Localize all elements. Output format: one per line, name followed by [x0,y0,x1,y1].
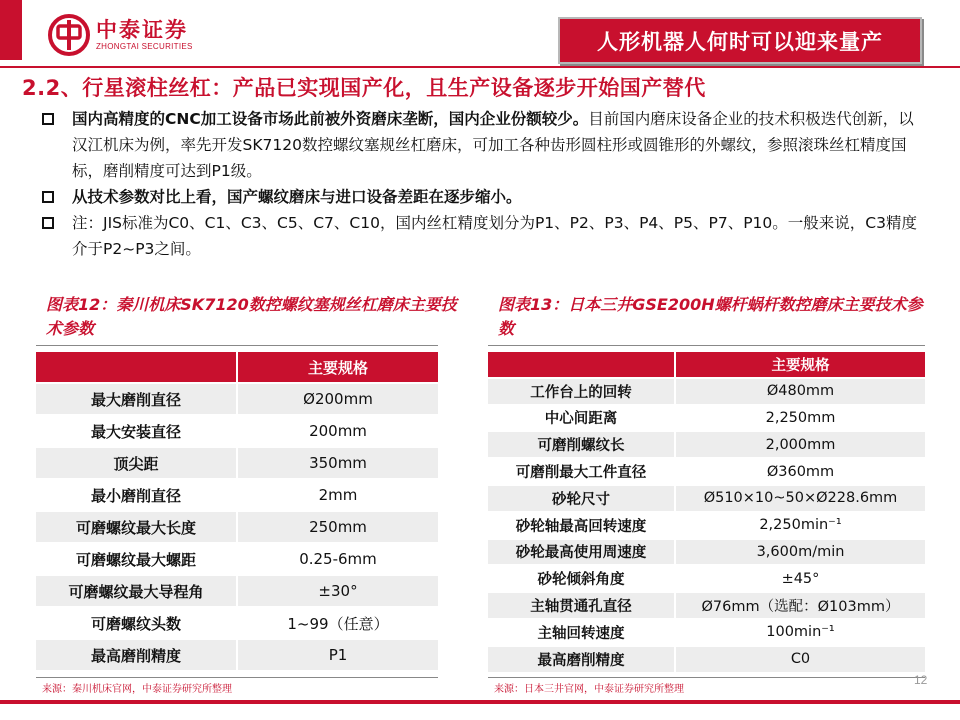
company-logo [48,14,193,56]
spec-name-cell: 最高磨削精度 [488,647,676,674]
table-row [488,379,925,406]
table1-spec-table [36,352,438,672]
table-row [36,384,438,416]
table-row [488,513,925,540]
spec-value-cell: Ø480mm [676,379,925,406]
checkbox-bullet-icon [42,217,54,229]
spec-value-cell: Ø200mm [238,384,438,416]
table2-spec-table [488,352,925,674]
table2-body [488,379,925,674]
bullet-3-text: 注：JIS标准为C0、C1、C3、C5、C7、C10，国内丝杠精度划分为P1、P2、P3、P4、P5、P7、P10。一般来说，C3精度介于P2~P3之间。 [72,214,917,258]
spec-value-cell: ±30° [238,576,438,608]
spec-value-cell: Ø76mm（选配：Ø103mm） [676,593,925,620]
spec-name-cell: 可磨螺纹头数 [36,608,238,640]
spec-name-cell: 最高磨削精度 [36,640,238,672]
spec-name-cell: 中心间距离 [488,406,676,433]
spec-name-cell: 主轴贯通孔直径 [488,593,676,620]
spec-value-cell: 3,600m/min [676,540,925,567]
table-row [36,608,438,640]
table-row [488,540,925,567]
page-number: 12 [914,673,928,687]
table-header: 主要规格 [238,352,438,384]
bullet-item [40,184,920,210]
table-row [36,544,438,576]
checkbox-bullet-icon [42,113,54,125]
spec-name-cell: 工作台上的回转 [488,379,676,406]
table-row [488,647,925,674]
left-accent-bar [0,0,22,60]
table-row [488,406,925,433]
table1-caption: 图表12：秦川机床SK7120数控螺纹塞规丝杠磨床主要技术参数 [46,295,457,338]
table-row [36,576,438,608]
spec-name-cell: 最大安装直径 [36,416,238,448]
table-row [488,459,925,486]
bullet-item [40,210,920,262]
spec-value-cell: 2,250mm [676,406,925,433]
spec-name-cell: 可磨螺纹最大螺距 [36,544,238,576]
table-row [488,566,925,593]
table-row [36,480,438,512]
table-row [36,640,438,672]
table1-body [36,384,438,672]
logo-english-name: ZHONGTAI SECURITIES [96,42,193,51]
spec-value-cell: 200mm [238,416,438,448]
spec-name-cell: 主轴回转速度 [488,620,676,647]
logo-chinese-name: 中泰证券 [96,18,188,42]
zhongtai-logo-icon [48,14,90,56]
spec-name-cell: 可磨削最大工件直径 [488,459,676,486]
checkbox-bullet-icon [42,191,54,203]
table-row [488,432,925,459]
table-header-blank [36,352,238,384]
spec-name-cell: 可磨螺纹最大导程角 [36,576,238,608]
report-title: 人形机器人何时可以迎来量产 [558,17,922,64]
spec-value-cell: 2,250min⁻¹ [676,513,925,540]
spec-value-cell: P1 [238,640,438,672]
spec-value-cell: 1~99（任意） [238,608,438,640]
table1-source: 来源：秦川机床官网，中泰证券研究所整理 [42,684,232,695]
bullet-list [40,106,920,262]
bullet-2-bold: 从技术参数对比上看，国产螺纹磨床与进口设备差距在逐步缩小。 [72,188,522,206]
caption-divider [36,345,438,346]
table2-source: 来源：日本三井官网，中泰证券研究所整理 [494,684,684,695]
spec-value-cell: Ø360mm [676,459,925,486]
table-row [36,448,438,480]
spec-name-cell: 最大磨削直径 [36,384,238,416]
spec-value-cell: 100min⁻¹ [676,620,925,647]
spec-value-cell: ±45° [676,566,925,593]
spec-value-cell: Ø510×10~50×Ø228.6mm [676,486,925,513]
spec-value-cell: 2,000mm [676,432,925,459]
source-divider [36,677,438,678]
bullet-1-bold: 国内高精度的CNC加工设备市场此前被外资磨床垄断，国内企业份额较少。 [72,110,589,128]
table-row [488,620,925,647]
table-row [488,486,925,513]
spec-name-cell: 砂轮尺寸 [488,486,676,513]
spec-value-cell: 0.25-6mm [238,544,438,576]
spec-value-cell: 250mm [238,512,438,544]
header-divider [0,66,960,68]
source-divider [488,677,925,678]
bottom-accent-bar [0,700,960,704]
spec-value-cell: 350mm [238,448,438,480]
table-row [36,416,438,448]
table-header-blank [488,352,676,379]
section-title: 2.2、行星滚柱丝杠：产品已实现国产化，且生产设备逐步开始国产替代 [22,76,706,100]
caption-divider [488,345,925,346]
spec-name-cell: 可磨螺纹最大长度 [36,512,238,544]
spec-value-cell: 2mm [238,480,438,512]
table-header: 主要规格 [676,352,925,379]
table-row [488,593,925,620]
spec-name-cell: 可磨削螺纹长 [488,432,676,459]
spec-name-cell: 最小磨削直径 [36,480,238,512]
bullet-item [40,106,920,184]
spec-name-cell: 砂轮最高使用周速度 [488,540,676,567]
table-row [36,512,438,544]
spec-name-cell: 砂轮倾斜角度 [488,566,676,593]
spec-name-cell: 砂轮轴最高回转速度 [488,513,676,540]
table2-caption: 图表13：日本三井GSE200H螺杆蜗杆数控磨床主要技术参数 [498,295,923,338]
spec-value-cell: C0 [676,647,925,674]
spec-name-cell: 顶尖距 [36,448,238,480]
bullet-1-text: 目前国内磨床设备企业的技术积极迭代创新，以汉江机床为例，率先开发SK7120数控螺纹塞规丝杠磨床，可加工各种齿形圆柱形或圆锥形的外螺纹，参照滚珠丝杠精度国标，磨削精度可达到P1级。 [72,110,914,180]
